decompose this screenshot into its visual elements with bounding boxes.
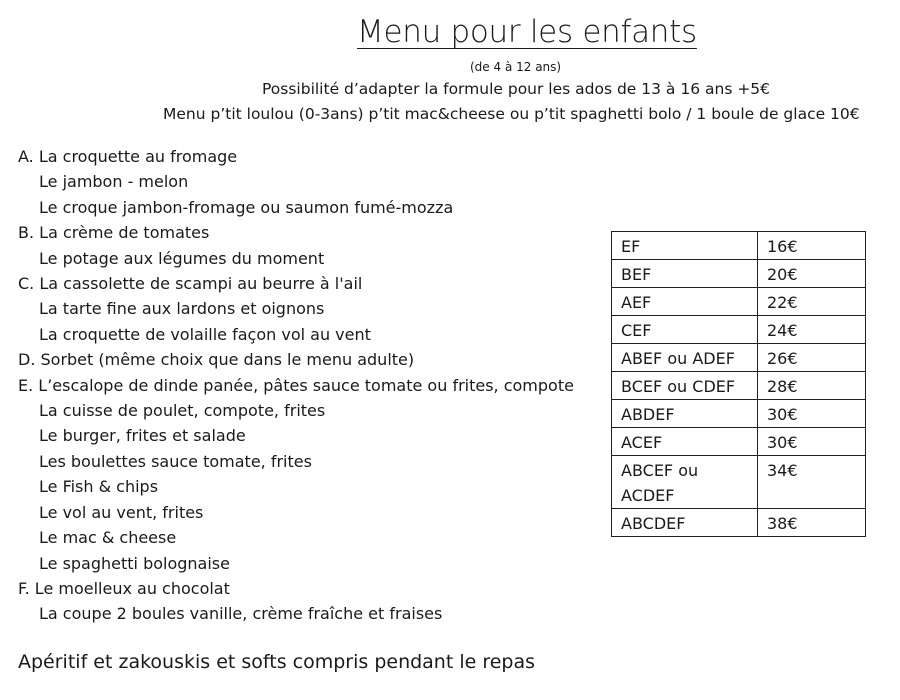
price-cell: 26€ (758, 344, 866, 372)
footer-note: Apéritif et zakouskis et softs compris pendant le repas (18, 651, 536, 673)
course-option-item: Le croque jambon-fromage ou saumon fumé-mozza (39, 197, 454, 217)
price-row (612, 344, 866, 372)
price-cell: 30€ (758, 400, 866, 428)
ados-note: Possibilité d’adapter la formule pour les ados de 13 à 16 ans +5€ (262, 80, 771, 98)
combo-cell: ACEF (612, 428, 758, 456)
price-row (612, 456, 866, 509)
course-b (18, 220, 588, 271)
price-table (611, 231, 866, 537)
price-cell: 24€ (758, 316, 866, 344)
price-row (612, 260, 866, 288)
course-e (18, 373, 588, 576)
course-option-item: La croquette de volaille façon vol au vent (39, 324, 371, 344)
price-row (612, 400, 866, 428)
price-row (612, 288, 866, 316)
course-option-item: Le mac & cheese (39, 528, 177, 548)
course-option-item: Le burger, frites et salade (39, 426, 246, 446)
course-heading-item: D. Sorbet (même choix que dans le menu adulte) (18, 350, 415, 370)
price-cell: 30€ (758, 428, 866, 456)
price-cell: 20€ (758, 260, 866, 288)
course-heading-item: C. La cassolette de scampi au beurre à l'ail (18, 274, 363, 294)
price-cell: 28€ (758, 372, 866, 400)
age-range-note: (de 4 à 12 ans) (470, 60, 562, 74)
price-cell: 22€ (758, 288, 866, 316)
page-title: Menu pour les enfants (357, 14, 697, 50)
course-heading-item: F. Le moelleux au chocolat (18, 578, 230, 598)
course-a (18, 144, 588, 220)
combo-cell: ABCEF ou ACDEF (612, 456, 758, 509)
combo-cell: ABCDEF (612, 509, 758, 537)
course-c (18, 271, 588, 347)
price-cell: 16€ (758, 232, 866, 260)
course-option-item: Le vol au vent, frites (39, 502, 204, 522)
price-row (612, 428, 866, 456)
course-list (18, 144, 588, 627)
combo-cell: ABEF ou ADEF (612, 344, 758, 372)
price-row (612, 316, 866, 344)
price-row (612, 372, 866, 400)
course-option-item: Le potage aux légumes du moment (39, 248, 325, 268)
course-option-item: Le spaghetti bolognaise (39, 553, 230, 573)
course-option-item: La coupe 2 boules vanille, crème fraîche et fraises (39, 604, 443, 624)
course-d (18, 347, 588, 372)
course-heading-item: E. L’escalope de dinde panée, pâtes sauce tomate ou frites, compote (18, 375, 574, 395)
combo-cell: EF (612, 232, 758, 260)
price-row (612, 232, 866, 260)
combo-cell: ABDEF (612, 400, 758, 428)
combo-cell: CEF (612, 316, 758, 344)
combo-cell: BCEF ou CDEF (612, 372, 758, 400)
course-option-item: Le Fish & chips (39, 477, 159, 497)
price-table-body (612, 232, 866, 537)
loulou-menu-note: Menu p’tit loulou (0-3ans) p’tit mac&cheese ou p’tit spaghetti bolo / 1 boule de glace 10€ (163, 105, 860, 123)
course-heading-item: A. La croquette au fromage (18, 147, 238, 166)
course-option-item: La cuisse de poulet, compote, frites (39, 401, 326, 421)
combo-cell: AEF (612, 288, 758, 316)
price-row (612, 509, 866, 537)
course-heading-item: B. La crème de tomates (18, 223, 210, 243)
price-cell: 34€ (758, 456, 866, 509)
course-option-item: Les boulettes sauce tomate, frites (39, 451, 312, 471)
price-cell: 38€ (758, 509, 866, 537)
combo-cell: BEF (612, 260, 758, 288)
course-option-item: La tarte fine aux lardons et oignons (39, 299, 325, 319)
course-option-item: Le jambon - melon (39, 172, 189, 192)
course-f (18, 576, 588, 627)
